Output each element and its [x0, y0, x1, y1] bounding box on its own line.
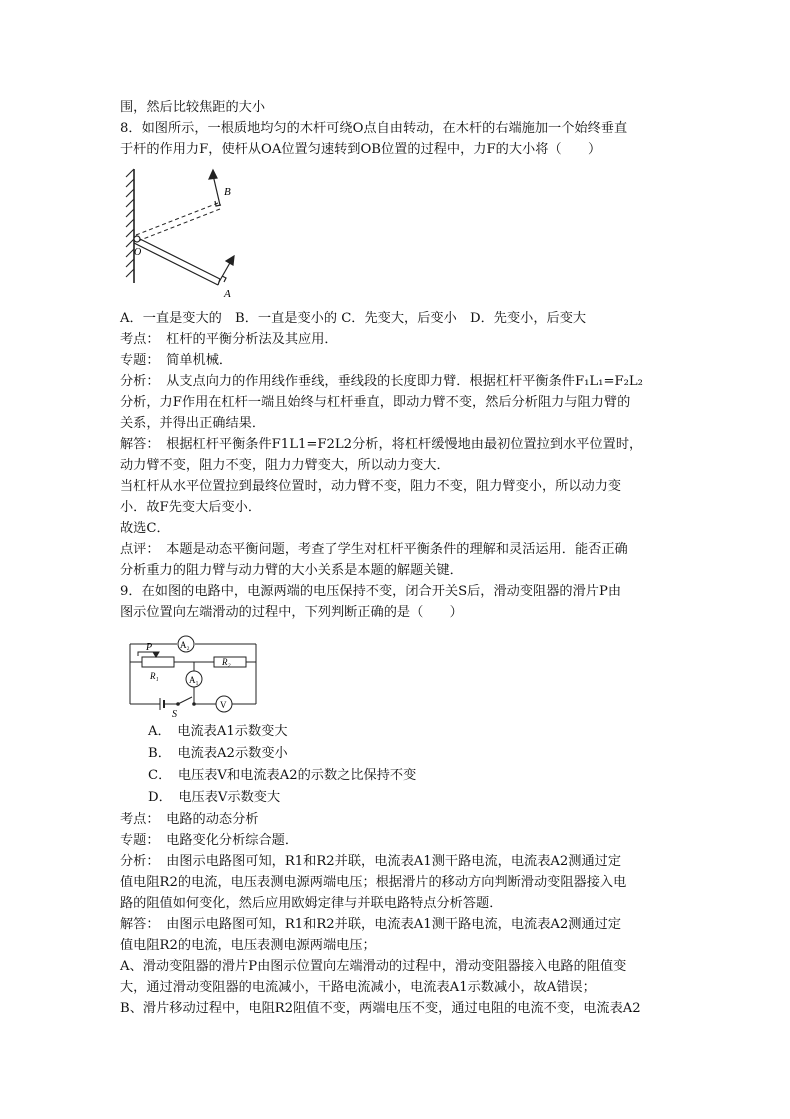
label-a: A [224, 288, 231, 300]
q9-zhuanti: 专题： 电路变化分析综合题． [120, 833, 299, 848]
answer-jieda-2: 动力臂不变，阻力不变，阻力力臂变大，所以动力变大． [120, 458, 450, 473]
analysis-fenxi-1: 分析： 从支点向力的作用线作垂线，垂线段的长度即力臂．根据杠杆平衡条件F₁L₁=F₂L₂ [120, 374, 643, 389]
analysis-fenxi-2: 分析，力F作用在杠杆一端且始终与杠杆垂直，即动力臂不变，然后分析阻力与阻力臂的 [120, 395, 631, 410]
force-arrow-b [209, 170, 221, 206]
label-b: B [224, 186, 231, 198]
analysis-zhuanti: 专题： 简单机械． [120, 353, 233, 368]
comment-dianping-1: 点评： 本题是动态平衡问题，考查了学生对杠杆平衡条件的理解和灵活运用．能否正确 [120, 542, 628, 557]
lever-ob-dashed [136, 203, 220, 241]
question-8-options: A．一直是变大的 B．一直是变小的 C．先变大，后变小 D．先变小，后变大 [120, 311, 587, 326]
question-8-line-1: 8．如图所示，一根质地均匀的木杆可绕O点自由转动，在木杆的右端施加一个始终垂直 [120, 121, 628, 136]
q9-kaodian: 考点： 电路的动态分析 [120, 812, 259, 827]
force-arrow-a [219, 256, 234, 282]
circuit-figure [122, 626, 272, 718]
question-9-line-1: 9．在如图的电路中，电源两端的电压保持不变，闭合开关S后，滑动变阻器的滑片P由 [120, 584, 622, 599]
resistor-r1 [142, 657, 174, 667]
answer-choice: 故选C． [120, 521, 170, 536]
label-v: V [220, 700, 227, 710]
switch-s [177, 697, 196, 705]
question-9-option-a: A． 电流表A1示数变大 [148, 724, 288, 739]
q9-fenxi-3: 路的阻值如何变化，然后应用欧姆定律与并联电路特点分析答题． [120, 896, 503, 911]
analysis-kaodian: 考点： 杠杆的平衡分析法及其应用． [120, 332, 338, 347]
label-p: P [146, 642, 153, 653]
answer-jieda-4: 小．故F先变大后变小． [120, 500, 262, 515]
label-r2: R₂ [222, 657, 231, 667]
text-line: 围，然后比较焦距的大小 [120, 100, 266, 115]
q9-fenxi-1: 分析： 由图示电路图可知，R1和R2并联，电流表A1测干路电流，电流表A2测通过定 [120, 854, 622, 869]
question-9-option-d: D． 电压表V示数变大 [148, 790, 281, 805]
q9-jieda-b-1: B、滑片移动过程中，电阻R2阻值不变，两端电压不变，通过电阻的电流不变，电流表A2 [120, 1001, 641, 1016]
q9-jieda-a-1: A、滑动变阻器的滑片P由图示位置向左端滑动的过程中，滑动变阻器接入电路的阻值变 [120, 959, 627, 974]
analysis-fenxi-3: 关系，并得出正确结果． [120, 416, 266, 431]
label-o: O [134, 247, 142, 258]
question-8-line-2: 于杆的作用力F，使杆从OA位置匀速转到OB位置的过程中，力F的大小将（ ） [120, 142, 602, 157]
wall-hatching [126, 169, 134, 277]
question-9-option-b: B． 电流表A2示数变小 [148, 746, 288, 761]
q9-jieda-2: 值电阻R2的电流，电压表测电源两端电压； [120, 938, 376, 953]
question-9-option-c: C． 电压表V和电流表A2的示数之比保持不变 [148, 768, 417, 783]
lever-oa [134, 237, 220, 285]
label-s: S [172, 709, 177, 718]
answer-jieda-3: 当杠杆从水平位置拉到最终位置时，动力臂不变，阻力不变，阻力臂变小，所以动力变 [120, 479, 622, 494]
question-9-line-2: 图示位置向左端滑动的过程中，下列判断正确的是（ ） [120, 605, 463, 620]
lever-figure [120, 165, 250, 300]
label-r1: R₁ [150, 671, 159, 681]
battery [160, 698, 170, 710]
q9-jieda-1: 解答： 由图示电路图可知，R1和R2并联，电流表A1测干路电流，电流表A2测通过定 [120, 917, 622, 932]
q9-fenxi-2: 值电阻R2的电流，电压表测电源两端电压；根据滑片的移动方向判断滑动变阻器接入电 [120, 875, 627, 890]
q9-jieda-a-2: 大，通过滑动变阻器的电流减小，干路电流减小，电流表A1示数减小，故A错误； [120, 980, 596, 995]
label-a1: A₁ [189, 675, 199, 685]
label-a2: A₂ [180, 640, 190, 650]
comment-dianping-2: 分析重力的阻力臂与动力臂的大小关系是本题的解题关键． [120, 563, 463, 578]
answer-jieda-1: 解答： 根据杠杆平衡条件F1L1=F2L2分析，将杠杆缓慢地由最初位置拉到水平位置时， [120, 437, 643, 452]
pivot-point [134, 236, 140, 242]
